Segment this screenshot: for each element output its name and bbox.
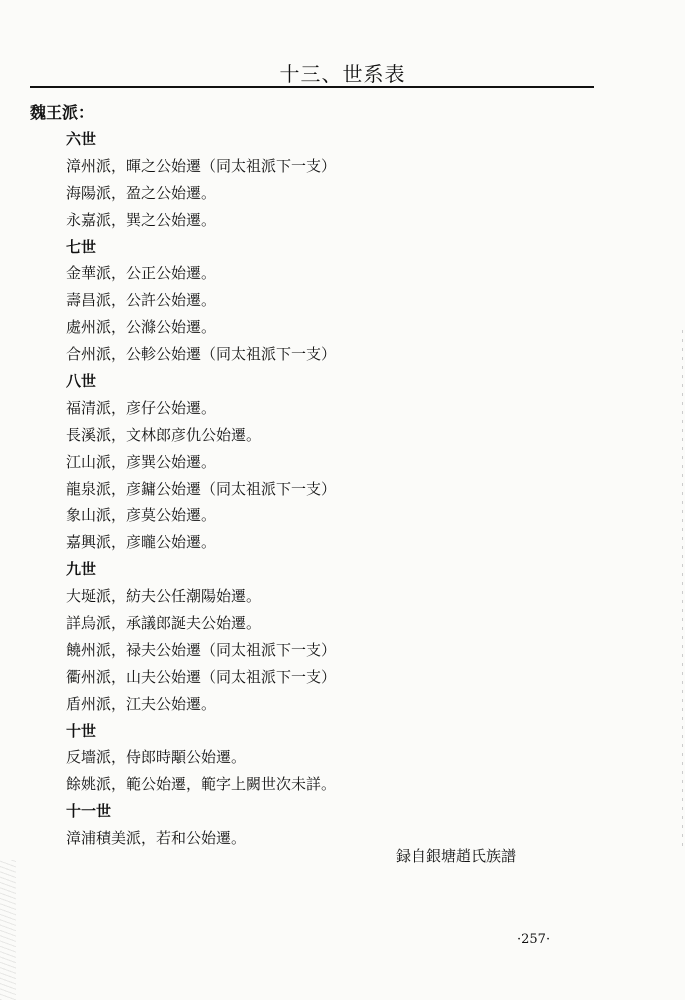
- generation-11: [66, 798, 626, 852]
- branch-entry: 龍泉派，彦鏞公始遷（同太祖派下一支）: [66, 479, 337, 498]
- generation-heading: 七世: [66, 237, 97, 256]
- genealogy-list: [66, 126, 626, 852]
- generation-9: [66, 556, 626, 717]
- title-rule: [30, 86, 594, 88]
- branch-entry: 衢州派，山夫公始遷（同太祖派下一支）: [66, 667, 337, 686]
- branch-title: 魏王派：: [30, 103, 95, 122]
- page-title: 十三、世系表: [279, 62, 406, 86]
- scan-speckle: [0, 860, 16, 1000]
- branch-entry: 壽昌派，公許公始遷。: [66, 291, 217, 310]
- branch-entry: 反墻派，侍郎時顒公始遷。: [66, 748, 247, 767]
- generation-10: [66, 718, 626, 799]
- generation-heading: 十一世: [66, 802, 112, 821]
- branch-entry: 漳浦積美派，若和公始遷。: [66, 829, 247, 848]
- branch-entry: 象山派，彦莫公始遷。: [66, 506, 217, 525]
- generation-heading: 九世: [66, 560, 97, 579]
- generation-7: [66, 234, 626, 368]
- branch-entry: 海陽派，盈之公始遷。: [66, 183, 217, 202]
- scan-edge-mark: [682, 330, 683, 850]
- branch-entry: 詳烏派，承議郎誕夫公始遷。: [66, 614, 262, 633]
- generation-heading: 六世: [66, 130, 97, 148]
- branch-entry: 福清派，彦仔公始遷。: [66, 398, 217, 417]
- branch-entry: 漳州派，暉之公始遷（同太祖派下一支）: [66, 156, 337, 175]
- branch-entry: 嘉興派，彦曨公始遷。: [66, 533, 217, 552]
- branch-entry: 江山派，彦巽公始遷。: [66, 452, 217, 471]
- branch-entry: 盾州派，江夫公始遷。: [66, 694, 217, 713]
- branch-entry: 金華派，公正公始遷。: [66, 264, 217, 283]
- generation-6: [66, 126, 626, 234]
- generation-heading: 八世: [66, 372, 97, 391]
- branch-entry: 餘姚派，範公始遷，範字上闕世次未詳。: [66, 775, 337, 794]
- branch-entry: 合州派，公軫公始遷（同太祖派下一支）: [66, 345, 337, 364]
- branch-entry: 永嘉派，巽之公始遷。: [66, 210, 217, 229]
- generation-8: [66, 368, 626, 556]
- branch-entry: 大埏派，紡夫公任潮陽始遷。: [66, 587, 262, 606]
- page-number: ·257·: [517, 932, 551, 947]
- branch-entry: 饒州派，禄夫公始遷（同太祖派下一支）: [66, 640, 337, 659]
- branch-entry: 長溪派，文林郎彦仇公始遷。: [66, 425, 262, 444]
- generation-heading: 十世: [66, 721, 97, 740]
- branch-entry: 處州派，公滌公始遷。: [66, 318, 217, 337]
- source-attribution: 録自銀塘趙氏族譜: [396, 847, 517, 865]
